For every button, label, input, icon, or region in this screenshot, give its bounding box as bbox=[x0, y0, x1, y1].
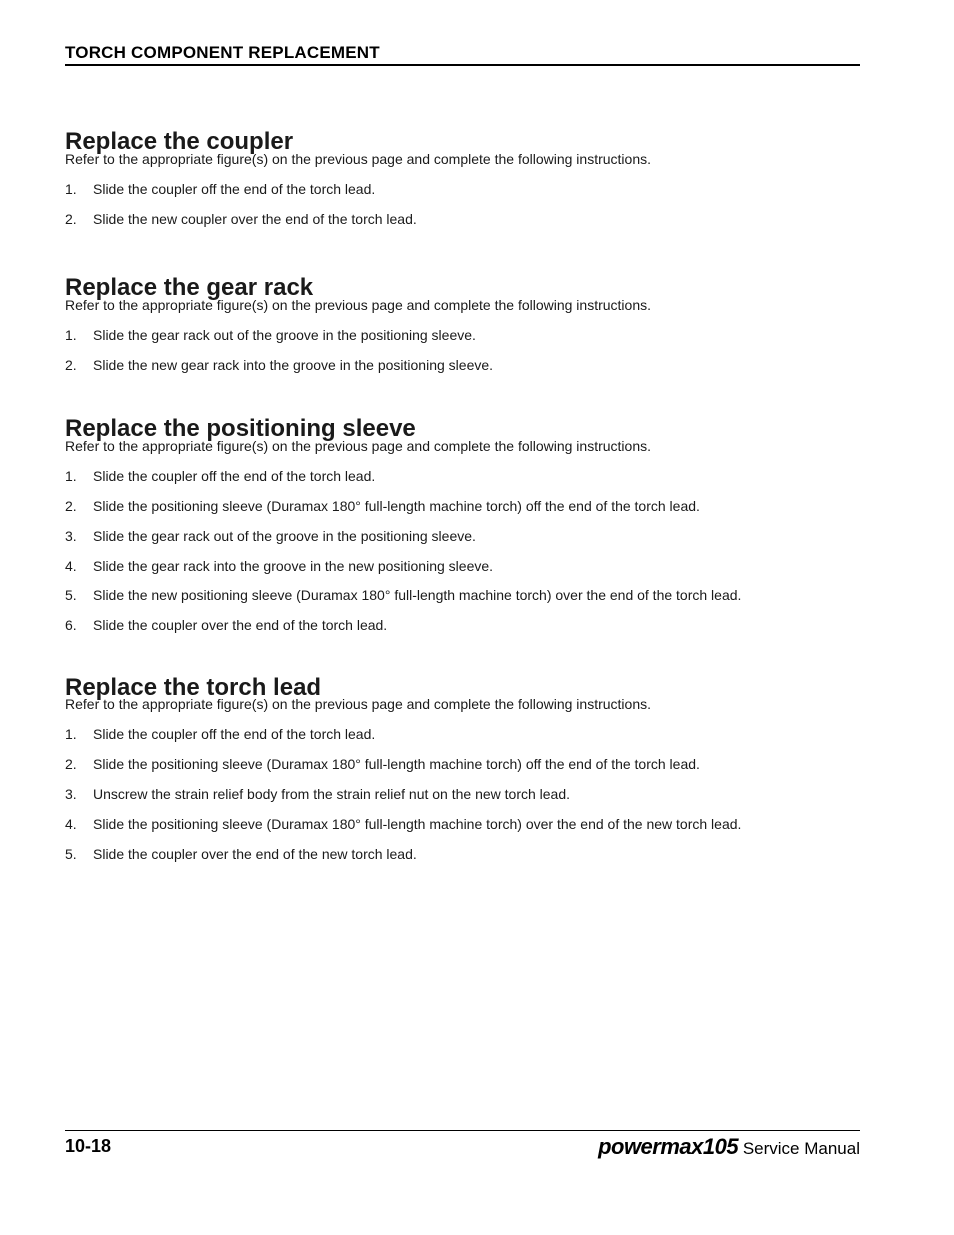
list-item bbox=[65, 557, 493, 575]
step-number: 5. bbox=[65, 587, 77, 603]
step-number: 2. bbox=[65, 211, 77, 227]
step-text: Slide the coupler off the end of the torch lead. bbox=[93, 468, 376, 484]
step-number: 2. bbox=[65, 756, 77, 772]
list-item bbox=[65, 785, 570, 803]
section-heading: Replace the positioning sleeve bbox=[65, 414, 416, 442]
page-number: 10-18 bbox=[65, 1136, 112, 1156]
step-text: Slide the coupler off the end of the torch lead. bbox=[93, 726, 376, 742]
step-number: 5. bbox=[65, 846, 77, 862]
list-item bbox=[65, 467, 375, 485]
brand-logo: powermax105 bbox=[598, 1134, 739, 1159]
list-item bbox=[65, 586, 741, 604]
step-number: 3. bbox=[65, 786, 77, 802]
list-item bbox=[65, 497, 700, 515]
manual-title: Service Manual bbox=[742, 1139, 860, 1158]
step-number: 4. bbox=[65, 558, 77, 574]
section-intro: Refer to the appropriate figure(s) on the previous page and complete the following instructions. bbox=[65, 297, 652, 313]
step-text: Slide the gear rack into the groove in the new positioning sleeve. bbox=[93, 558, 494, 574]
list-item bbox=[65, 815, 741, 833]
step-text: Slide the new positioning sleeve (Duramax 180° full-length machine torch) over the end of the torch lead. bbox=[93, 587, 742, 603]
step-text: Slide the positioning sleeve (Duramax 180° full-length machine torch) over the end of the new torch lead. bbox=[93, 816, 742, 832]
step-number: 1. bbox=[65, 726, 77, 742]
list-item bbox=[65, 845, 417, 863]
section-heading: Replace the coupler bbox=[65, 127, 294, 155]
section-heading: Replace the gear rack bbox=[65, 273, 314, 301]
step-text: Slide the new gear rack into the groove in the positioning sleeve. bbox=[93, 357, 494, 373]
step-text: Slide the positioning sleeve (Duramax 180° full-length machine torch) off the end of the torch lead. bbox=[93, 756, 700, 772]
list-item bbox=[65, 616, 387, 634]
running-header-title: TORCH COMPONENT REPLACEMENT bbox=[65, 43, 380, 62]
step-text: Slide the new coupler over the end of the torch lead. bbox=[93, 211, 417, 227]
list-item bbox=[65, 725, 375, 743]
step-number: 1. bbox=[65, 468, 77, 484]
list-item bbox=[65, 326, 476, 344]
step-text: Slide the positioning sleeve (Duramax 180° full-length machine torch) off the end of the torch lead. bbox=[93, 498, 700, 514]
footer-brand bbox=[598, 1134, 860, 1160]
step-number: 3. bbox=[65, 528, 77, 544]
step-number: 2. bbox=[65, 498, 77, 514]
step-text: Slide the gear rack out of the groove in the positioning sleeve. bbox=[93, 327, 476, 343]
section-intro: Refer to the appropriate figure(s) on the previous page and complete the following instructions. bbox=[65, 696, 652, 712]
list-item bbox=[65, 356, 493, 374]
step-number: 4. bbox=[65, 816, 77, 832]
page-header bbox=[65, 42, 860, 66]
section-heading: Replace the torch lead bbox=[65, 673, 322, 701]
step-text: Slide the coupler off the end of the torch lead. bbox=[93, 181, 376, 197]
list-item bbox=[65, 210, 417, 228]
step-text: Slide the gear rack out of the groove in the positioning sleeve. bbox=[93, 528, 476, 544]
step-text: Unscrew the strain relief body from the strain relief nut on the new torch lead. bbox=[93, 786, 571, 802]
list-item bbox=[65, 527, 476, 545]
step-text: Slide the coupler over the end of the torch lead. bbox=[93, 617, 388, 633]
step-number: 1. bbox=[65, 181, 77, 197]
step-number: 2. bbox=[65, 357, 77, 373]
list-item bbox=[65, 180, 375, 198]
page-footer bbox=[65, 1130, 860, 1159]
section-intro: Refer to the appropriate figure(s) on the previous page and complete the following instructions. bbox=[65, 151, 652, 167]
step-text: Slide the coupler over the end of the new torch lead. bbox=[93, 846, 417, 862]
step-number: 1. bbox=[65, 327, 77, 343]
step-number: 6. bbox=[65, 617, 77, 633]
section-intro: Refer to the appropriate figure(s) on the previous page and complete the following instructions. bbox=[65, 438, 652, 454]
list-item bbox=[65, 755, 700, 773]
